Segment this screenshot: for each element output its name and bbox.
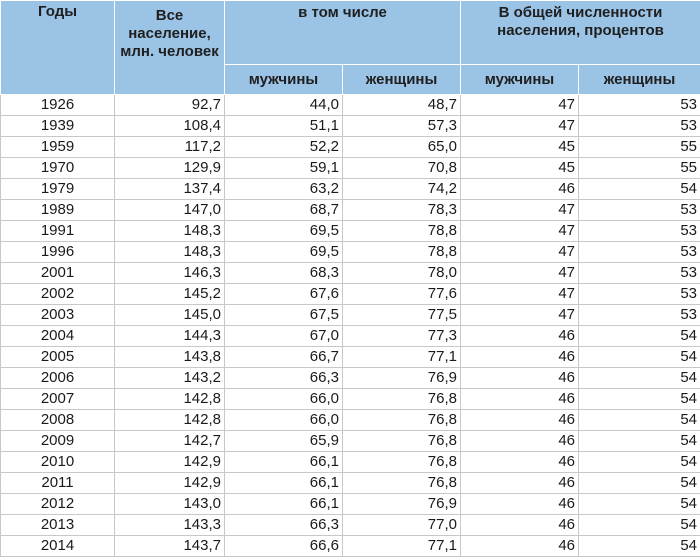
cell-women-percent: 53 [579,221,700,242]
cell-women: 78,8 [343,221,461,242]
cell-men-percent: 47 [461,263,579,284]
cell-total: 143,7 [115,536,225,557]
cell-women-percent: 54 [579,389,700,410]
cell-women: 76,8 [343,452,461,473]
cell-men-percent: 46 [461,368,579,389]
cell-women-percent: 53 [579,95,700,116]
table-row [1,179,700,200]
table-row [1,221,700,242]
header-men: мужчины [225,65,343,95]
cell-year: 2014 [1,536,115,557]
table-row [1,326,700,347]
cell-year: 2013 [1,515,115,536]
cell-year: 2002 [1,284,115,305]
cell-total: 145,0 [115,305,225,326]
table-row [1,410,700,431]
table-row [1,452,700,473]
cell-women-percent: 53 [579,305,700,326]
table-row [1,305,700,326]
cell-men: 59,1 [225,158,343,179]
header-women-percent: женщины [579,65,700,95]
cell-women: 77,1 [343,536,461,557]
cell-total: 147,0 [115,200,225,221]
table-row [1,137,700,158]
cell-total: 143,2 [115,368,225,389]
cell-year: 1959 [1,137,115,158]
cell-women-percent: 54 [579,179,700,200]
cell-women: 65,0 [343,137,461,158]
cell-men: 66,1 [225,494,343,515]
cell-women-percent: 54 [579,452,700,473]
cell-total: 143,0 [115,494,225,515]
table-row [1,200,700,221]
cell-men-percent: 46 [461,179,579,200]
table-row [1,347,700,368]
cell-year: 1926 [1,95,115,116]
cell-men: 66,1 [225,473,343,494]
header-year: Годы [1,1,115,95]
cell-men-percent: 47 [461,242,579,263]
cell-total: 146,3 [115,263,225,284]
cell-men: 67,6 [225,284,343,305]
header-including-group: в том числе [225,1,461,65]
header-men-percent: мужчины [461,65,579,95]
cell-women-percent: 54 [579,473,700,494]
cell-year: 1991 [1,221,115,242]
cell-women-percent: 54 [579,536,700,557]
cell-women-percent: 54 [579,410,700,431]
cell-total: 92,7 [115,95,225,116]
cell-total: 145,2 [115,284,225,305]
cell-women: 78,8 [343,242,461,263]
cell-men: 51,1 [225,116,343,137]
header-share-group: В общей численности населения, процентов [461,1,700,65]
table-row [1,368,700,389]
cell-women-percent: 53 [579,284,700,305]
cell-year: 2001 [1,263,115,284]
cell-women: 74,2 [343,179,461,200]
table-row [1,473,700,494]
cell-year: 1979 [1,179,115,200]
cell-year: 2008 [1,410,115,431]
cell-men-percent: 46 [461,473,579,494]
cell-year: 2005 [1,347,115,368]
cell-men: 66,1 [225,452,343,473]
cell-total: 143,8 [115,347,225,368]
table-row [1,158,700,179]
cell-women: 77,6 [343,284,461,305]
cell-men: 66,6 [225,536,343,557]
cell-men: 65,9 [225,431,343,452]
cell-women-percent: 53 [579,116,700,137]
cell-total: 142,8 [115,410,225,431]
cell-men: 68,3 [225,263,343,284]
table-row [1,494,700,515]
table-row [1,431,700,452]
table-row [1,284,700,305]
cell-men: 63,2 [225,179,343,200]
cell-year: 2012 [1,494,115,515]
cell-women-percent: 53 [579,263,700,284]
table-row [1,95,700,116]
cell-men: 67,5 [225,305,343,326]
cell-men: 69,5 [225,221,343,242]
cell-men-percent: 46 [461,494,579,515]
cell-women-percent: 54 [579,515,700,536]
cell-men: 66,3 [225,368,343,389]
cell-women-percent: 55 [579,137,700,158]
cell-year: 2006 [1,368,115,389]
cell-women: 77,1 [343,347,461,368]
cell-men-percent: 47 [461,116,579,137]
cell-men-percent: 46 [461,515,579,536]
table-row [1,515,700,536]
cell-total: 108,4 [115,116,225,137]
cell-women-percent: 54 [579,368,700,389]
cell-men-percent: 46 [461,536,579,557]
cell-men: 44,0 [225,95,343,116]
cell-year: 2007 [1,389,115,410]
cell-women: 76,8 [343,410,461,431]
cell-men: 66,0 [225,389,343,410]
cell-total: 142,7 [115,431,225,452]
cell-women: 76,9 [343,368,461,389]
cell-women: 76,8 [343,473,461,494]
header-women: женщины [343,65,461,95]
cell-women: 48,7 [343,95,461,116]
cell-total: 142,8 [115,389,225,410]
table-header [1,1,700,95]
cell-men: 68,7 [225,200,343,221]
cell-men: 66,0 [225,410,343,431]
cell-year: 1996 [1,242,115,263]
cell-men-percent: 46 [461,410,579,431]
cell-men-percent: 46 [461,431,579,452]
cell-total: 129,9 [115,158,225,179]
header-total-population: Все население, млн. человек [115,1,225,95]
cell-year: 2003 [1,305,115,326]
cell-women-percent: 54 [579,431,700,452]
cell-women-percent: 55 [579,158,700,179]
cell-women: 78,3 [343,200,461,221]
cell-women: 78,0 [343,263,461,284]
table-row [1,116,700,137]
cell-women: 76,9 [343,494,461,515]
cell-women: 76,8 [343,431,461,452]
cell-total: 143,3 [115,515,225,536]
cell-women-percent: 54 [579,494,700,515]
cell-year: 2010 [1,452,115,473]
cell-men-percent: 46 [461,326,579,347]
table-row [1,263,700,284]
cell-women: 77,0 [343,515,461,536]
cell-women: 57,3 [343,116,461,137]
cell-women: 70,8 [343,158,461,179]
cell-men: 66,3 [225,515,343,536]
cell-men: 69,5 [225,242,343,263]
cell-women-percent: 54 [579,347,700,368]
cell-men: 66,7 [225,347,343,368]
cell-total: 137,4 [115,179,225,200]
cell-year: 1939 [1,116,115,137]
cell-men-percent: 45 [461,137,579,158]
cell-women: 76,8 [343,389,461,410]
cell-men-percent: 47 [461,305,579,326]
cell-men: 52,2 [225,137,343,158]
cell-total: 148,3 [115,221,225,242]
cell-women: 77,3 [343,326,461,347]
cell-year: 1970 [1,158,115,179]
cell-year: 2004 [1,326,115,347]
table-row [1,242,700,263]
cell-total: 144,3 [115,326,225,347]
cell-men-percent: 47 [461,200,579,221]
cell-men: 67,0 [225,326,343,347]
cell-men-percent: 45 [461,158,579,179]
table-row [1,536,700,557]
cell-men-percent: 46 [461,389,579,410]
cell-total: 142,9 [115,473,225,494]
cell-men-percent: 46 [461,452,579,473]
cell-total: 142,9 [115,452,225,473]
cell-women-percent: 53 [579,242,700,263]
table-body [1,95,700,557]
cell-total: 117,2 [115,137,225,158]
cell-year: 2009 [1,431,115,452]
cell-women-percent: 53 [579,200,700,221]
cell-men-percent: 47 [461,95,579,116]
cell-year: 1989 [1,200,115,221]
cell-men-percent: 46 [461,347,579,368]
cell-total: 148,3 [115,242,225,263]
cell-men-percent: 47 [461,284,579,305]
cell-men-percent: 47 [461,221,579,242]
cell-women-percent: 54 [579,326,700,347]
cell-women: 77,5 [343,305,461,326]
cell-year: 2011 [1,473,115,494]
table-row [1,389,700,410]
